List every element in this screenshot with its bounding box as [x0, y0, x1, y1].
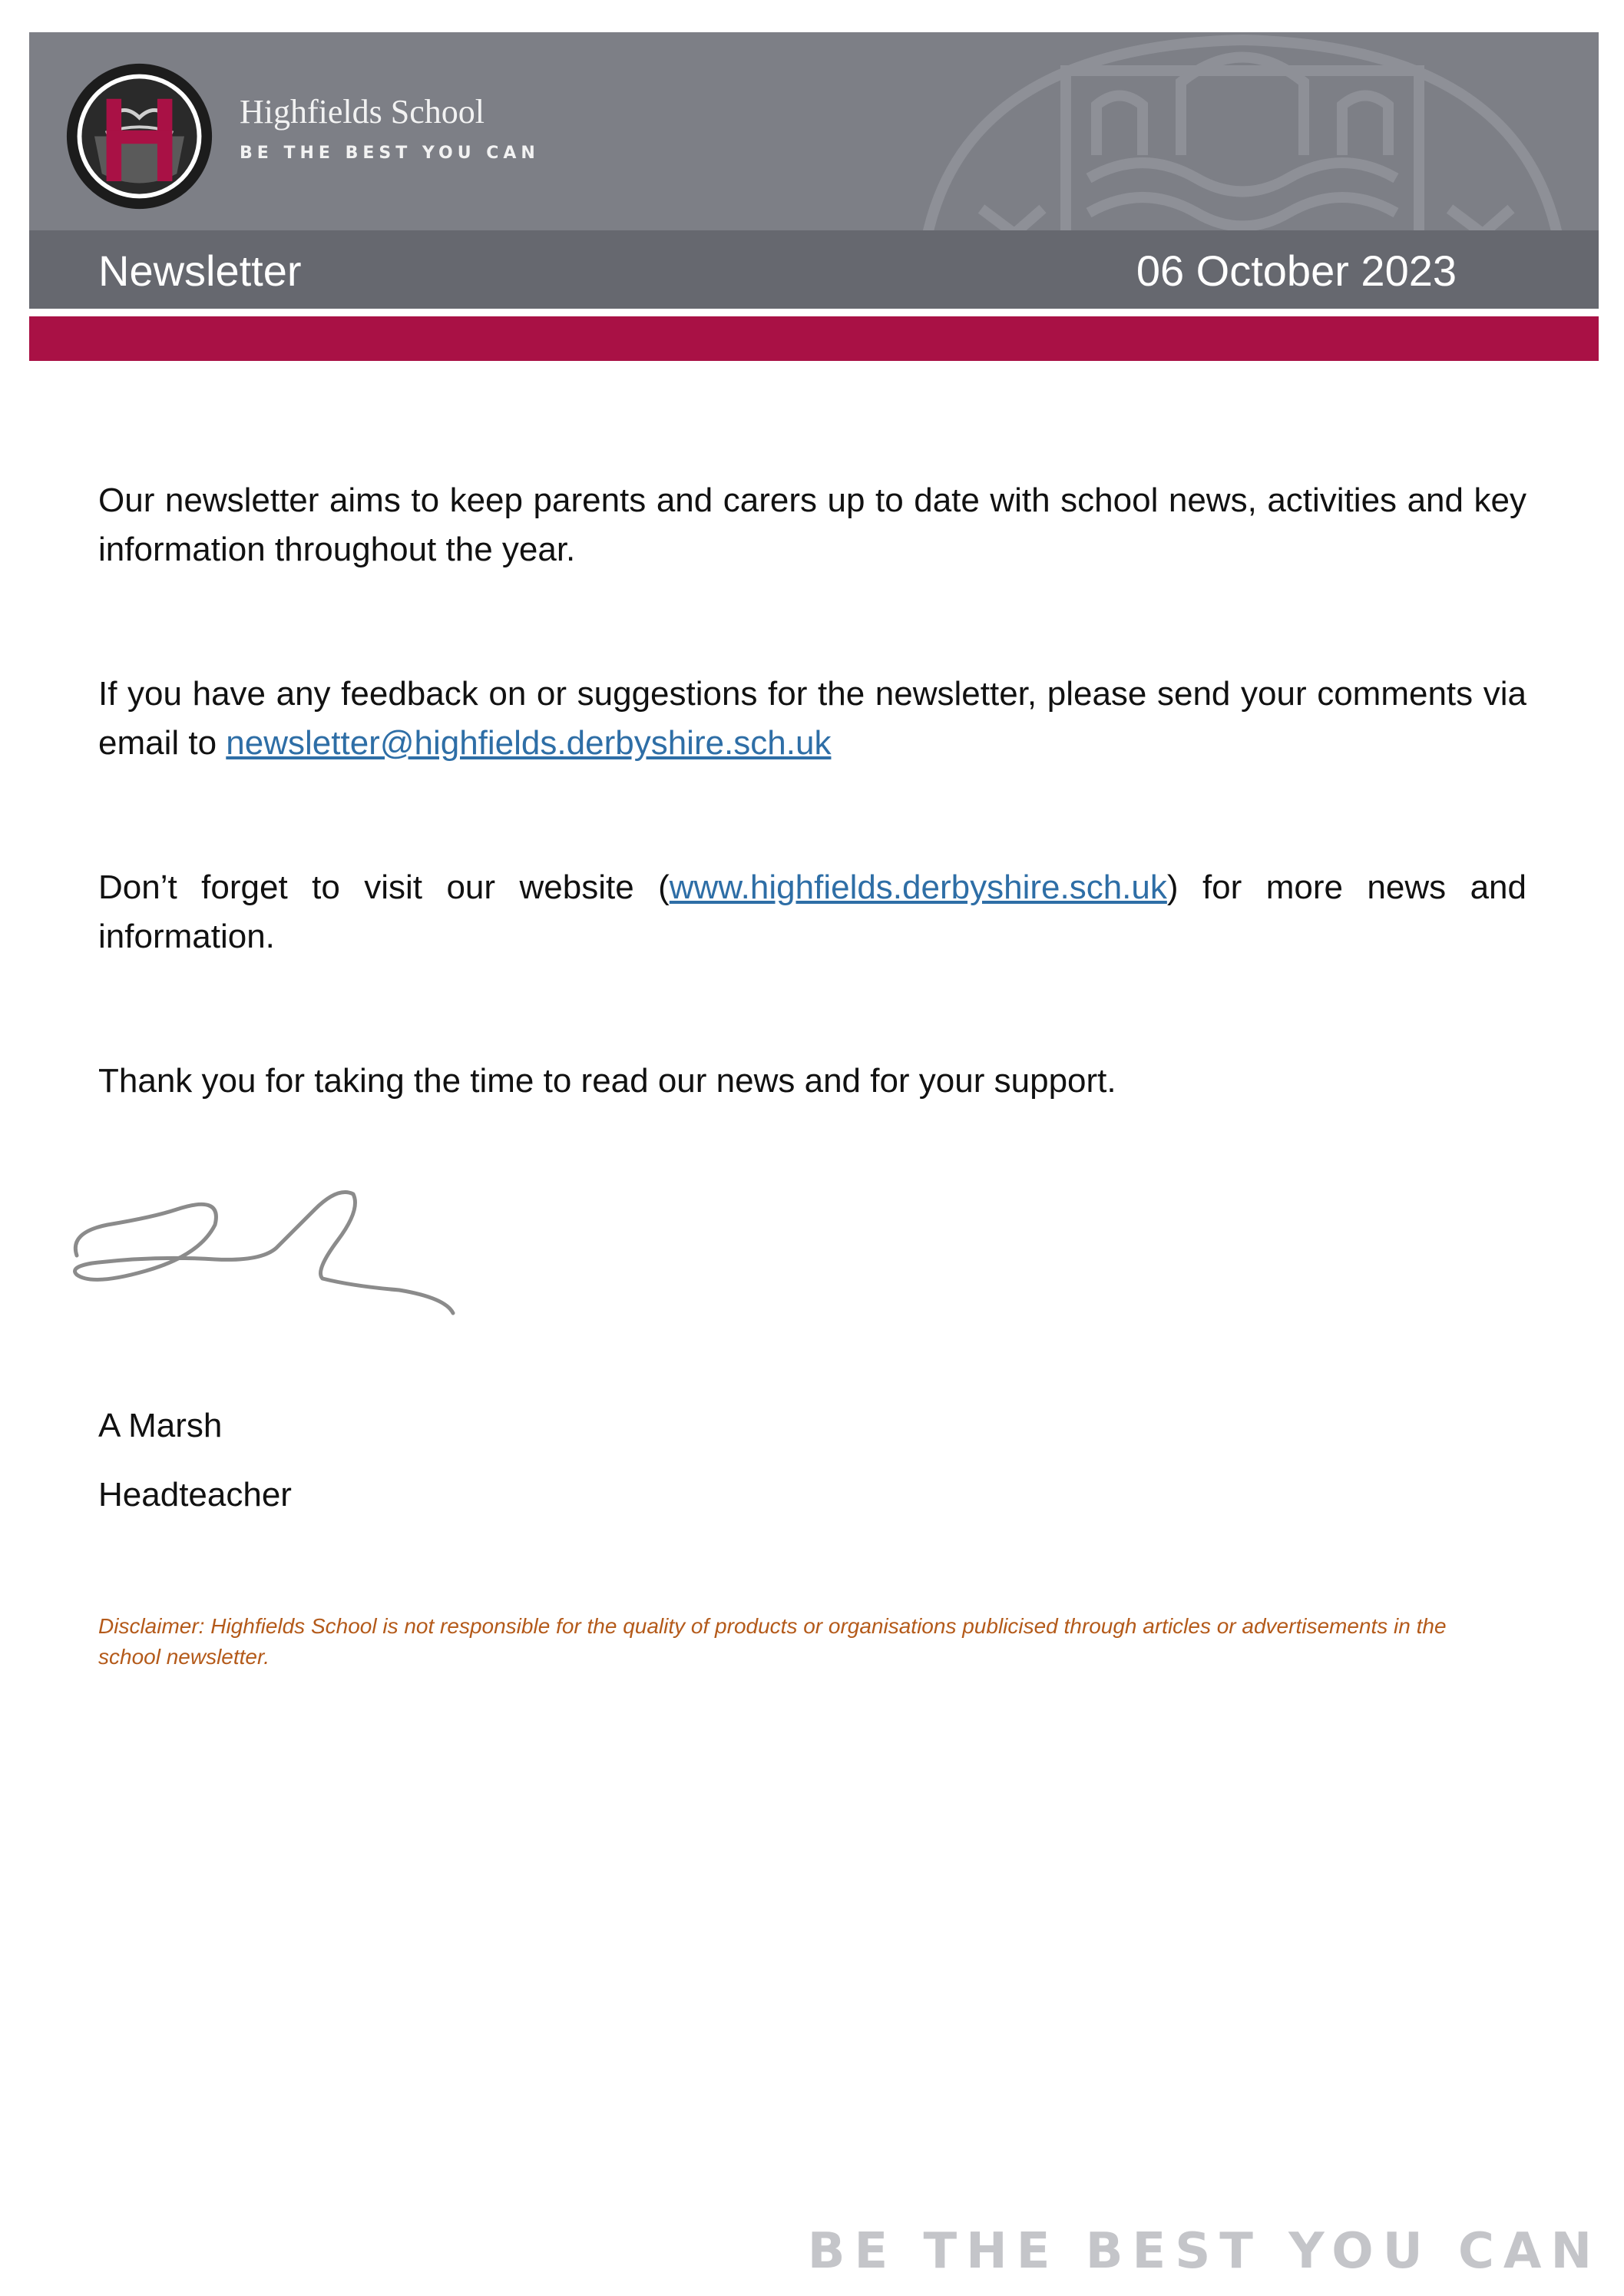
website-text-pre: Don’t forget to visit our website ( — [98, 868, 670, 906]
school-logo-icon — [64, 61, 214, 211]
headteacher-signature — [61, 1163, 461, 1332]
intro-paragraph: Our newsletter aims to keep parents and carers up to date with school news, activities and key information throughout the year. — [98, 481, 1526, 568]
title-bar — [29, 230, 1599, 309]
newsletter-header — [29, 32, 1599, 309]
signoff-name: A Marsh — [98, 1407, 223, 1444]
thanks-paragraph: Thank you for taking the time to read our news and for your support. — [98, 1062, 1116, 1100]
footer-motto: BE THE BEST YOU CAN — [807, 2223, 1601, 2280]
website-link[interactable]: www.highfields.derbyshire.sch.uk — [669, 868, 1167, 906]
accent-band — [29, 316, 1599, 361]
feedback-paragraph — [98, 670, 1526, 768]
disclaimer: Disclaimer: Highfields School is not responsible for the quality of products or organisations publicised through articles or advertisements in the school newsletter. — [98, 1614, 1447, 1669]
signoff-role: Headteacher — [98, 1476, 292, 1514]
feedback-email-link[interactable]: newsletter@highfields.derbyshire.sch.uk — [226, 724, 832, 762]
feedback-text: If you have any feedback on or suggestions for the newsletter, please send your comments via email to — [98, 675, 1526, 762]
school-tagline: BE THE BEST YOU CAN — [240, 144, 540, 163]
website-text-post: ) for more news and information. — [98, 868, 1526, 955]
newsletter-title: Newsletter — [98, 246, 302, 295]
newsletter-date: 06 October 2023 — [1136, 246, 1457, 295]
website-paragraph — [98, 863, 1526, 961]
school-name: Highfields School — [240, 93, 485, 131]
